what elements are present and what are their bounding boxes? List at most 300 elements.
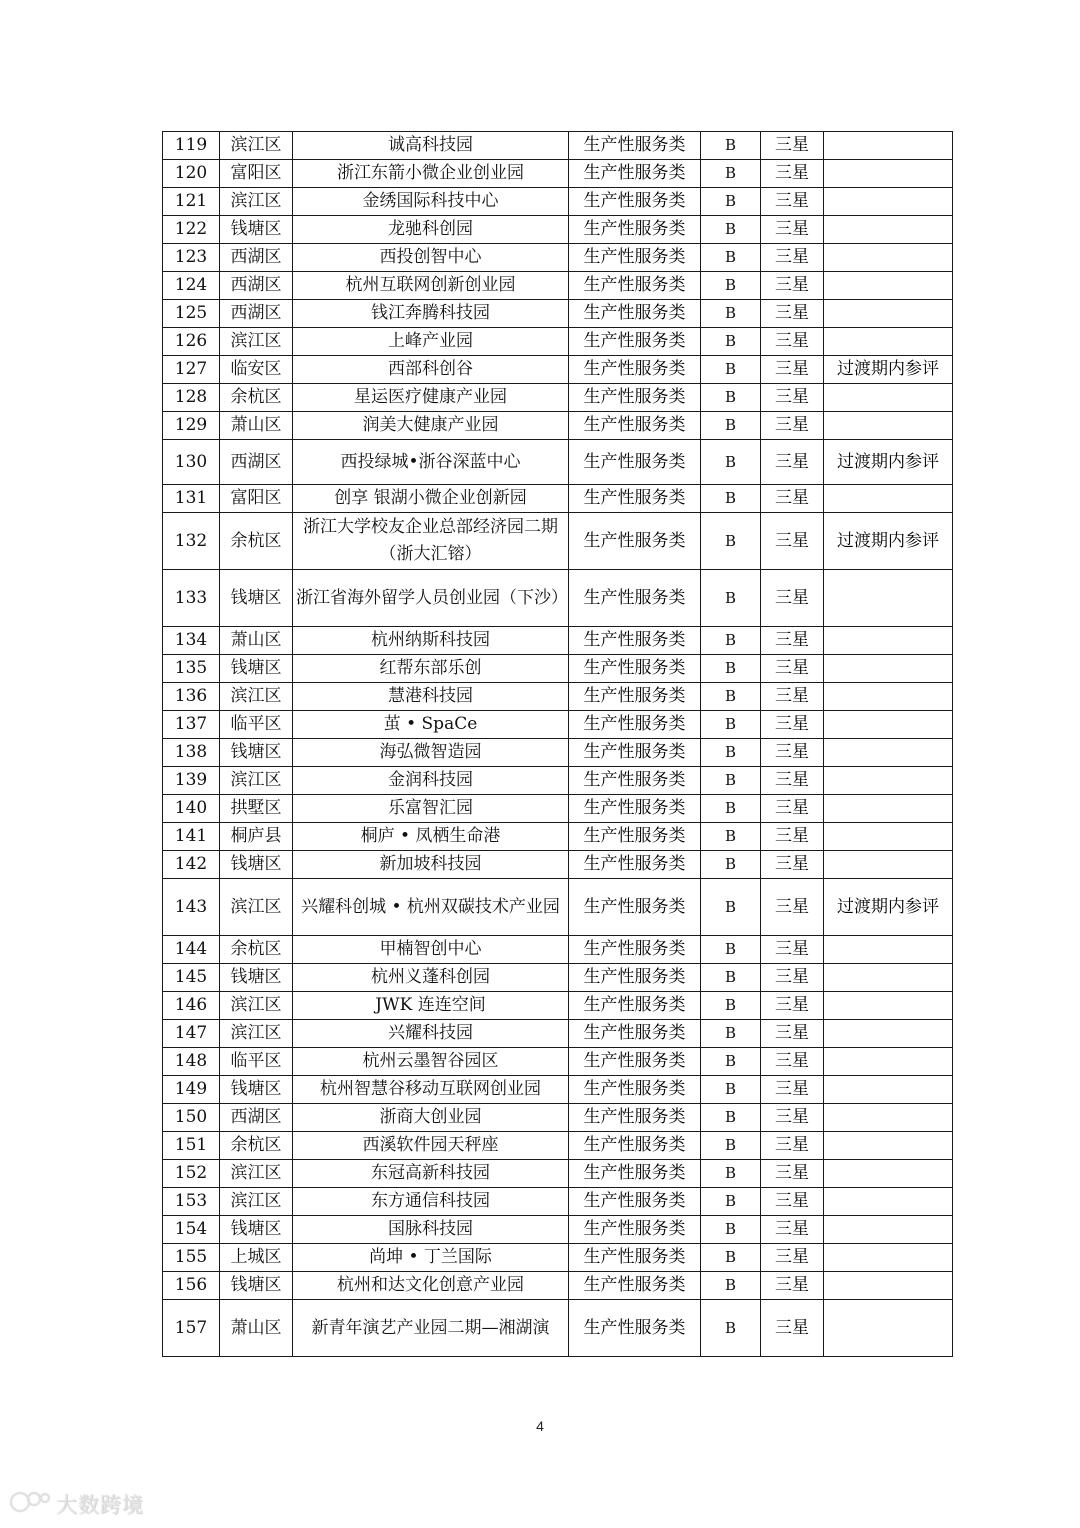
row-number: 135 bbox=[163, 655, 220, 683]
note-cell bbox=[824, 627, 953, 655]
category-cell: 生产性服务类 bbox=[569, 795, 701, 823]
table-row bbox=[163, 1160, 953, 1188]
park-name-cell: 甲楠智创中心 bbox=[293, 936, 569, 964]
category-cell: 生产性服务类 bbox=[569, 1244, 701, 1272]
district-cell: 钱塘区 bbox=[220, 216, 293, 244]
district-cell: 西湖区 bbox=[220, 272, 293, 300]
row-number: 130 bbox=[163, 440, 220, 485]
park-name-cell: 慧港科技园 bbox=[293, 683, 569, 711]
row-number: 122 bbox=[163, 216, 220, 244]
park-name-cell: 浙商大创业园 bbox=[293, 1104, 569, 1132]
note-cell bbox=[824, 823, 953, 851]
grade-cell: B bbox=[701, 513, 761, 570]
park-name-cell: 西投创智中心 bbox=[293, 244, 569, 272]
note-cell bbox=[824, 188, 953, 216]
grade-cell: B bbox=[701, 1076, 761, 1104]
table-row bbox=[163, 440, 953, 485]
note-cell bbox=[824, 244, 953, 272]
star-rating-cell: 三星 bbox=[761, 1104, 824, 1132]
park-name-cell: 杭州智慧谷移动互联网创业园 bbox=[293, 1076, 569, 1104]
row-number: 138 bbox=[163, 739, 220, 767]
grade-cell: B bbox=[701, 1300, 761, 1357]
park-name-cell: 乐富智汇园 bbox=[293, 795, 569, 823]
grade-cell: B bbox=[701, 627, 761, 655]
park-name-cell: 星运医疗健康产业园 bbox=[293, 384, 569, 412]
district-cell: 临平区 bbox=[220, 711, 293, 739]
note-cell: 过渡期内参评 bbox=[824, 513, 953, 570]
district-cell: 滨江区 bbox=[220, 683, 293, 711]
note-cell bbox=[824, 1272, 953, 1300]
grade-cell: B bbox=[701, 132, 761, 160]
note-cell bbox=[824, 851, 953, 879]
star-rating-cell: 三星 bbox=[761, 570, 824, 627]
park-name-cell: 金绣国际科技中心 bbox=[293, 188, 569, 216]
category-cell: 生产性服务类 bbox=[569, 767, 701, 795]
grade-cell: B bbox=[701, 683, 761, 711]
grade-cell: B bbox=[701, 879, 761, 936]
row-number: 145 bbox=[163, 964, 220, 992]
park-name-cell: 东冠高新科技园 bbox=[293, 1160, 569, 1188]
note-cell bbox=[824, 936, 953, 964]
category-cell: 生产性服务类 bbox=[569, 1300, 701, 1357]
park-name-cell: 杭州和达文化创意产业园 bbox=[293, 1272, 569, 1300]
row-number: 141 bbox=[163, 823, 220, 851]
grade-cell: B bbox=[701, 440, 761, 485]
row-number: 150 bbox=[163, 1104, 220, 1132]
note-cell bbox=[824, 711, 953, 739]
category-cell: 生产性服务类 bbox=[569, 1160, 701, 1188]
table-row bbox=[163, 328, 953, 356]
star-rating-cell: 三星 bbox=[761, 244, 824, 272]
star-rating-cell: 三星 bbox=[761, 683, 824, 711]
row-number: 126 bbox=[163, 328, 220, 356]
star-rating-cell: 三星 bbox=[761, 655, 824, 683]
table-row bbox=[163, 244, 953, 272]
park-name-cell: 杭州互联网创新创业园 bbox=[293, 272, 569, 300]
row-number: 148 bbox=[163, 1048, 220, 1076]
category-cell: 生产性服务类 bbox=[569, 1076, 701, 1104]
row-number: 149 bbox=[163, 1076, 220, 1104]
star-rating-cell: 三星 bbox=[761, 1048, 824, 1076]
table-row bbox=[163, 992, 953, 1020]
table-row bbox=[163, 272, 953, 300]
row-number: 156 bbox=[163, 1272, 220, 1300]
table-row bbox=[163, 188, 953, 216]
district-cell: 萧山区 bbox=[220, 412, 293, 440]
table-row bbox=[163, 964, 953, 992]
note-cell bbox=[824, 384, 953, 412]
note-cell bbox=[824, 216, 953, 244]
note-cell bbox=[824, 1020, 953, 1048]
table-row bbox=[163, 160, 953, 188]
park-name-cell: 茧 • SpaCe bbox=[293, 711, 569, 739]
row-number: 147 bbox=[163, 1020, 220, 1048]
district-cell: 钱塘区 bbox=[220, 739, 293, 767]
category-cell: 生产性服务类 bbox=[569, 851, 701, 879]
grade-cell: B bbox=[701, 711, 761, 739]
table-row bbox=[163, 767, 953, 795]
table-row bbox=[163, 823, 953, 851]
park-name-cell: 兴耀科技园 bbox=[293, 1020, 569, 1048]
star-rating-cell: 三星 bbox=[761, 384, 824, 412]
note-cell bbox=[824, 1244, 953, 1272]
grade-cell: B bbox=[701, 244, 761, 272]
row-number: 151 bbox=[163, 1132, 220, 1160]
star-rating-cell: 三星 bbox=[761, 823, 824, 851]
star-rating-cell: 三星 bbox=[761, 851, 824, 879]
grade-cell: B bbox=[701, 570, 761, 627]
row-number: 140 bbox=[163, 795, 220, 823]
row-number: 144 bbox=[163, 936, 220, 964]
district-cell: 钱塘区 bbox=[220, 964, 293, 992]
district-cell: 上城区 bbox=[220, 1244, 293, 1272]
grade-cell: B bbox=[701, 1272, 761, 1300]
table-row bbox=[163, 795, 953, 823]
table-row bbox=[163, 1104, 953, 1132]
park-name-cell: 杭州云墨智谷园区 bbox=[293, 1048, 569, 1076]
category-cell: 生产性服务类 bbox=[569, 384, 701, 412]
watermark bbox=[8, 1488, 144, 1520]
park-name-cell: 尚坤 • 丁兰国际 bbox=[293, 1244, 569, 1272]
table-row bbox=[163, 655, 953, 683]
category-cell: 生产性服务类 bbox=[569, 739, 701, 767]
grade-cell: B bbox=[701, 936, 761, 964]
district-cell: 滨江区 bbox=[220, 1160, 293, 1188]
row-number: 129 bbox=[163, 412, 220, 440]
district-cell: 钱塘区 bbox=[220, 655, 293, 683]
star-rating-cell: 三星 bbox=[761, 1160, 824, 1188]
table-row bbox=[163, 1244, 953, 1272]
park-name-cell: 兴耀科创城 • 杭州双碳技术产业园 bbox=[293, 879, 569, 936]
star-rating-cell: 三星 bbox=[761, 272, 824, 300]
park-name-cell: 诚高科技园 bbox=[293, 132, 569, 160]
note-cell bbox=[824, 767, 953, 795]
star-rating-cell: 三星 bbox=[761, 992, 824, 1020]
district-cell: 萧山区 bbox=[220, 627, 293, 655]
note-cell bbox=[824, 485, 953, 513]
grade-cell: B bbox=[701, 1188, 761, 1216]
grade-cell: B bbox=[701, 1020, 761, 1048]
district-cell: 钱塘区 bbox=[220, 570, 293, 627]
note-cell bbox=[824, 1188, 953, 1216]
row-number: 121 bbox=[163, 188, 220, 216]
star-rating-cell: 三星 bbox=[761, 1272, 824, 1300]
table-row bbox=[163, 356, 953, 384]
grade-cell: B bbox=[701, 272, 761, 300]
star-rating-cell: 三星 bbox=[761, 412, 824, 440]
row-number: 131 bbox=[163, 485, 220, 513]
row-number: 154 bbox=[163, 1216, 220, 1244]
park-name-cell: 杭州义蓬科创园 bbox=[293, 964, 569, 992]
category-cell: 生产性服务类 bbox=[569, 1048, 701, 1076]
note-cell bbox=[824, 160, 953, 188]
row-number: 136 bbox=[163, 683, 220, 711]
district-cell: 滨江区 bbox=[220, 188, 293, 216]
category-cell: 生产性服务类 bbox=[569, 244, 701, 272]
district-cell: 钱塘区 bbox=[220, 1272, 293, 1300]
note-cell bbox=[824, 132, 953, 160]
table-row bbox=[163, 936, 953, 964]
table-row bbox=[163, 1076, 953, 1104]
district-cell: 临平区 bbox=[220, 1048, 293, 1076]
grade-cell: B bbox=[701, 412, 761, 440]
table-row bbox=[163, 627, 953, 655]
row-number: 123 bbox=[163, 244, 220, 272]
row-number: 134 bbox=[163, 627, 220, 655]
watermark-text: 大数跨境 bbox=[56, 1493, 144, 1517]
note-cell: 过渡期内参评 bbox=[824, 440, 953, 485]
district-cell: 滨江区 bbox=[220, 767, 293, 795]
row-number: 142 bbox=[163, 851, 220, 879]
grade-cell: B bbox=[701, 300, 761, 328]
grade-cell: B bbox=[701, 1048, 761, 1076]
category-cell: 生产性服务类 bbox=[569, 992, 701, 1020]
row-number: 133 bbox=[163, 570, 220, 627]
star-rating-cell: 三星 bbox=[761, 216, 824, 244]
star-rating-cell: 三星 bbox=[761, 513, 824, 570]
star-rating-cell: 三星 bbox=[761, 711, 824, 739]
star-rating-cell: 三星 bbox=[761, 964, 824, 992]
row-number: 152 bbox=[163, 1160, 220, 1188]
note-cell bbox=[824, 1132, 953, 1160]
star-rating-cell: 三星 bbox=[761, 1244, 824, 1272]
star-rating-cell: 三星 bbox=[761, 356, 824, 384]
grade-cell: B bbox=[701, 485, 761, 513]
category-cell: 生产性服务类 bbox=[569, 513, 701, 570]
note-cell bbox=[824, 683, 953, 711]
district-cell: 富阳区 bbox=[220, 160, 293, 188]
grade-cell: B bbox=[701, 1160, 761, 1188]
category-cell: 生产性服务类 bbox=[569, 879, 701, 936]
star-rating-cell: 三星 bbox=[761, 936, 824, 964]
park-name-cell: 浙江大学校友企业总部经济园二期（浙大汇镕） bbox=[293, 513, 569, 570]
table-row bbox=[163, 1216, 953, 1244]
note-cell bbox=[824, 992, 953, 1020]
grade-cell: B bbox=[701, 823, 761, 851]
district-cell: 滨江区 bbox=[220, 132, 293, 160]
star-rating-cell: 三星 bbox=[761, 328, 824, 356]
star-rating-cell: 三星 bbox=[761, 1188, 824, 1216]
category-cell: 生产性服务类 bbox=[569, 627, 701, 655]
grade-cell: B bbox=[701, 1104, 761, 1132]
row-number: 146 bbox=[163, 992, 220, 1020]
park-name-cell: 西部科创谷 bbox=[293, 356, 569, 384]
district-cell: 滨江区 bbox=[220, 879, 293, 936]
logo-icon bbox=[8, 1488, 52, 1520]
note-cell bbox=[824, 328, 953, 356]
category-cell: 生产性服务类 bbox=[569, 300, 701, 328]
row-number: 125 bbox=[163, 300, 220, 328]
table-row bbox=[163, 739, 953, 767]
park-name-cell: 浙江东箭小微企业创业园 bbox=[293, 160, 569, 188]
park-name-cell: 桐庐 • 凤栖生命港 bbox=[293, 823, 569, 851]
note-cell bbox=[824, 1160, 953, 1188]
note-cell bbox=[824, 964, 953, 992]
grade-cell: B bbox=[701, 739, 761, 767]
category-cell: 生产性服务类 bbox=[569, 936, 701, 964]
category-cell: 生产性服务类 bbox=[569, 1132, 701, 1160]
table-row bbox=[163, 485, 953, 513]
row-number: 132 bbox=[163, 513, 220, 570]
district-cell: 钱塘区 bbox=[220, 851, 293, 879]
park-name-cell: 钱江奔腾科技园 bbox=[293, 300, 569, 328]
row-number: 127 bbox=[163, 356, 220, 384]
district-cell: 萧山区 bbox=[220, 1300, 293, 1357]
district-cell: 桐庐县 bbox=[220, 823, 293, 851]
star-rating-cell: 三星 bbox=[761, 1300, 824, 1357]
district-cell: 余杭区 bbox=[220, 1132, 293, 1160]
table-row bbox=[163, 1188, 953, 1216]
district-cell: 富阳区 bbox=[220, 485, 293, 513]
grade-cell: B bbox=[701, 216, 761, 244]
table-row bbox=[163, 1272, 953, 1300]
park-name-cell: 龙驰科创园 bbox=[293, 216, 569, 244]
grade-cell: B bbox=[701, 384, 761, 412]
district-cell: 滨江区 bbox=[220, 1188, 293, 1216]
category-cell: 生产性服务类 bbox=[569, 412, 701, 440]
park-name-cell: 新青年演艺产业园二期—湘湖演 bbox=[293, 1300, 569, 1357]
note-cell bbox=[824, 1048, 953, 1076]
district-cell: 滨江区 bbox=[220, 1020, 293, 1048]
table-body bbox=[163, 132, 953, 1357]
star-rating-cell: 三星 bbox=[761, 1076, 824, 1104]
row-number: 155 bbox=[163, 1244, 220, 1272]
star-rating-cell: 三星 bbox=[761, 300, 824, 328]
note-cell bbox=[824, 795, 953, 823]
note-cell bbox=[824, 1300, 953, 1357]
table-row bbox=[163, 513, 953, 570]
star-rating-cell: 三星 bbox=[761, 795, 824, 823]
grade-cell: B bbox=[701, 795, 761, 823]
park-name-cell: 西投绿城•浙谷深蓝中心 bbox=[293, 440, 569, 485]
note-cell bbox=[824, 1076, 953, 1104]
row-number: 120 bbox=[163, 160, 220, 188]
category-cell: 生产性服务类 bbox=[569, 711, 701, 739]
grade-cell: B bbox=[701, 964, 761, 992]
park-name-cell: 红帮东部乐创 bbox=[293, 655, 569, 683]
note-cell bbox=[824, 412, 953, 440]
table-row bbox=[163, 412, 953, 440]
category-cell: 生产性服务类 bbox=[569, 964, 701, 992]
grade-cell: B bbox=[701, 356, 761, 384]
district-cell: 钱塘区 bbox=[220, 1076, 293, 1104]
grade-cell: B bbox=[701, 992, 761, 1020]
star-rating-cell: 三星 bbox=[761, 627, 824, 655]
grade-cell: B bbox=[701, 851, 761, 879]
park-name-cell: 海弘微智造园 bbox=[293, 739, 569, 767]
district-cell: 西湖区 bbox=[220, 1104, 293, 1132]
park-name-cell: 润美大健康产业园 bbox=[293, 412, 569, 440]
park-name-cell: 浙江省海外留学人员创业园（下沙） bbox=[293, 570, 569, 627]
row-number: 137 bbox=[163, 711, 220, 739]
category-cell: 生产性服务类 bbox=[569, 356, 701, 384]
star-rating-cell: 三星 bbox=[761, 160, 824, 188]
note-cell bbox=[824, 1216, 953, 1244]
star-rating-cell: 三星 bbox=[761, 188, 824, 216]
district-cell: 余杭区 bbox=[220, 513, 293, 570]
park-name-cell: 西溪软件园天秤座 bbox=[293, 1132, 569, 1160]
category-cell: 生产性服务类 bbox=[569, 160, 701, 188]
grade-cell: B bbox=[701, 1216, 761, 1244]
grade-cell: B bbox=[701, 160, 761, 188]
district-cell: 西湖区 bbox=[220, 244, 293, 272]
park-name-cell: JWK 连连空间 bbox=[293, 992, 569, 1020]
note-cell bbox=[824, 655, 953, 683]
table-row bbox=[163, 132, 953, 160]
table-row bbox=[163, 384, 953, 412]
row-number: 157 bbox=[163, 1300, 220, 1357]
category-cell: 生产性服务类 bbox=[569, 440, 701, 485]
row-number: 139 bbox=[163, 767, 220, 795]
park-name-cell: 杭州纳斯科技园 bbox=[293, 627, 569, 655]
page-number: 4 bbox=[536, 1418, 544, 1434]
row-number: 128 bbox=[163, 384, 220, 412]
row-number: 119 bbox=[163, 132, 220, 160]
district-cell: 滨江区 bbox=[220, 992, 293, 1020]
category-cell: 生产性服务类 bbox=[569, 216, 701, 244]
table-row bbox=[163, 1048, 953, 1076]
category-cell: 生产性服务类 bbox=[569, 683, 701, 711]
category-cell: 生产性服务类 bbox=[569, 1272, 701, 1300]
park-name-cell: 金润科技园 bbox=[293, 767, 569, 795]
category-cell: 生产性服务类 bbox=[569, 655, 701, 683]
district-cell: 西湖区 bbox=[220, 440, 293, 485]
grade-cell: B bbox=[701, 767, 761, 795]
category-cell: 生产性服务类 bbox=[569, 570, 701, 627]
table-row bbox=[163, 711, 953, 739]
category-cell: 生产性服务类 bbox=[569, 1188, 701, 1216]
park-name-cell: 新加坡科技园 bbox=[293, 851, 569, 879]
table-row bbox=[163, 1300, 953, 1357]
table-row bbox=[163, 683, 953, 711]
table-row bbox=[163, 216, 953, 244]
grade-cell: B bbox=[701, 655, 761, 683]
star-rating-cell: 三星 bbox=[761, 879, 824, 936]
table-row bbox=[163, 570, 953, 627]
category-cell: 生产性服务类 bbox=[569, 132, 701, 160]
star-rating-cell: 三星 bbox=[761, 739, 824, 767]
note-cell bbox=[824, 570, 953, 627]
grade-cell: B bbox=[701, 188, 761, 216]
park-name-cell: 创享 银湖小微企业创新园 bbox=[293, 485, 569, 513]
grade-cell: B bbox=[701, 328, 761, 356]
star-rating-cell: 三星 bbox=[761, 440, 824, 485]
note-cell bbox=[824, 1104, 953, 1132]
note-cell: 过渡期内参评 bbox=[824, 356, 953, 384]
table-row bbox=[163, 1020, 953, 1048]
note-cell: 过渡期内参评 bbox=[824, 879, 953, 936]
district-cell: 临安区 bbox=[220, 356, 293, 384]
district-cell: 滨江区 bbox=[220, 328, 293, 356]
star-rating-cell: 三星 bbox=[761, 485, 824, 513]
park-name-cell: 国脉科技园 bbox=[293, 1216, 569, 1244]
category-cell: 生产性服务类 bbox=[569, 188, 701, 216]
star-rating-cell: 三星 bbox=[761, 1216, 824, 1244]
district-cell: 西湖区 bbox=[220, 300, 293, 328]
star-rating-cell: 三星 bbox=[761, 1132, 824, 1160]
table-row bbox=[163, 851, 953, 879]
category-cell: 生产性服务类 bbox=[569, 328, 701, 356]
star-rating-cell: 三星 bbox=[761, 132, 824, 160]
star-rating-cell: 三星 bbox=[761, 767, 824, 795]
category-cell: 生产性服务类 bbox=[569, 823, 701, 851]
grade-cell: B bbox=[701, 1132, 761, 1160]
park-name-cell: 上峰产业园 bbox=[293, 328, 569, 356]
district-cell: 余杭区 bbox=[220, 384, 293, 412]
district-cell: 余杭区 bbox=[220, 936, 293, 964]
district-cell: 拱墅区 bbox=[220, 795, 293, 823]
table-row bbox=[163, 300, 953, 328]
